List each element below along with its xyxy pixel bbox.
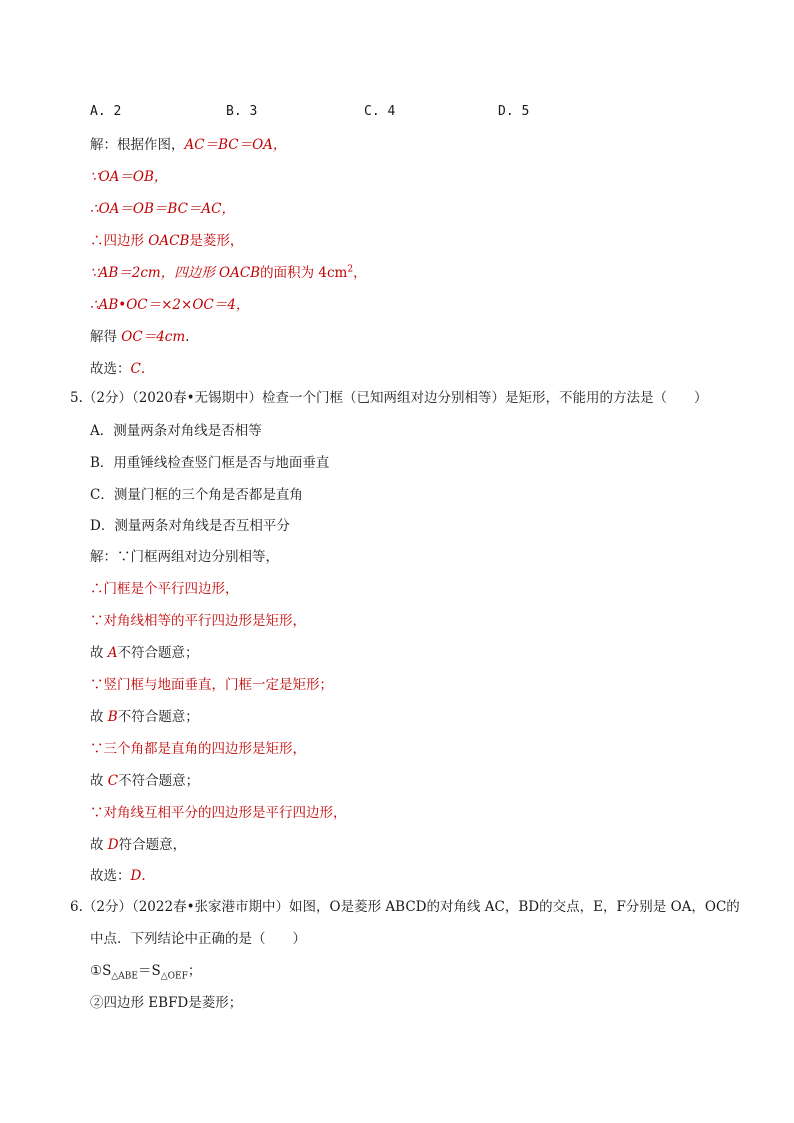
option-c: C. 4 (364, 104, 396, 119)
q4-solution-line-6: ∴AB•OC＝×2×OC＝4， (90, 297, 250, 313)
q5-solution-line-5: ∵竖门框与地面垂直，门框一定是矩形； (90, 677, 333, 693)
q5-solution-line-4: 故 A不符合题意； (90, 645, 199, 661)
q5-solution-line-11: 故选：D. (90, 868, 146, 884)
option-d: D. 5 (498, 104, 530, 119)
q5-solution-line-6: 故 B不符合题意； (90, 709, 199, 725)
option-b: B. 3 (226, 104, 258, 119)
q5-solution-line-9: ∵对角线互相平分的四边形是平行四边形， (90, 805, 347, 821)
q5-solution-line-7: ∵三个角都是直角的四边形是矩形， (90, 741, 306, 757)
q5-stem: 5.（2分）（2020春•无锡期中）检查一个门框（已知两组对边分别相等）是矩形，不能用的方法是（ ） (70, 390, 708, 406)
q4-solution-line-8: 故选：C. (90, 361, 146, 377)
q4-solution-line-5: ∵AB＝2cm，四边形 OACB的面积为 $4cm^2$， (90, 264, 367, 281)
q5-solution-line-1: 解：∵门框两组对边分别相等， (90, 549, 279, 565)
q5-option-a: A．测量两条对角线是否相等 (90, 423, 262, 439)
q4-solution-line-1: 解：根据作图，AC＝BC＝OA， (90, 137, 287, 153)
q4-solution-line-3: ∴OA＝OB＝BC＝AC， (90, 201, 235, 217)
q5-solution-line-2: ∴门框是个平行四边形， (90, 581, 239, 597)
option-a: A. 2 (90, 104, 122, 119)
q5-option-d: D．测量两条对角线是否互相平分 (90, 518, 290, 534)
q5-solution-line-10: 故 D符合题意， (90, 837, 187, 853)
q6-stem-line-1: 6.（2分）（2022春•张家港市期中）如图，O是菱形 ABCD的对角线 AC，BD的交点，E，F分别是 OA，OC的 (70, 899, 740, 915)
q5-solution-line-8: 故 C不符合题意； (90, 773, 200, 789)
q6-item-2: ②四边形 EBFD是菱形； (90, 995, 243, 1011)
q4-solution-line-4: ∴四边形 OACB是菱形， (90, 233, 244, 249)
q4-solution-line-7: 解得 OC＝4cm. (90, 329, 190, 345)
q5-solution-line-3: ∵对角线相等的平行四边形是矩形， (90, 613, 306, 629)
q5-option-c: C．测量门框的三个角是否都是直角 (90, 487, 303, 503)
q5-option-b: B．用重锤线检查竖门框是否与地面垂直 (90, 455, 330, 471)
q6-item-1: $①S_{\triangle ABE}=S_{\triangle OEF}$； (90, 963, 202, 982)
q6-stem-line-2: 中点．下列结论中正确的是（ ） (90, 931, 306, 947)
q4-solution-line-2: ∵OA＝OB， (90, 169, 168, 185)
